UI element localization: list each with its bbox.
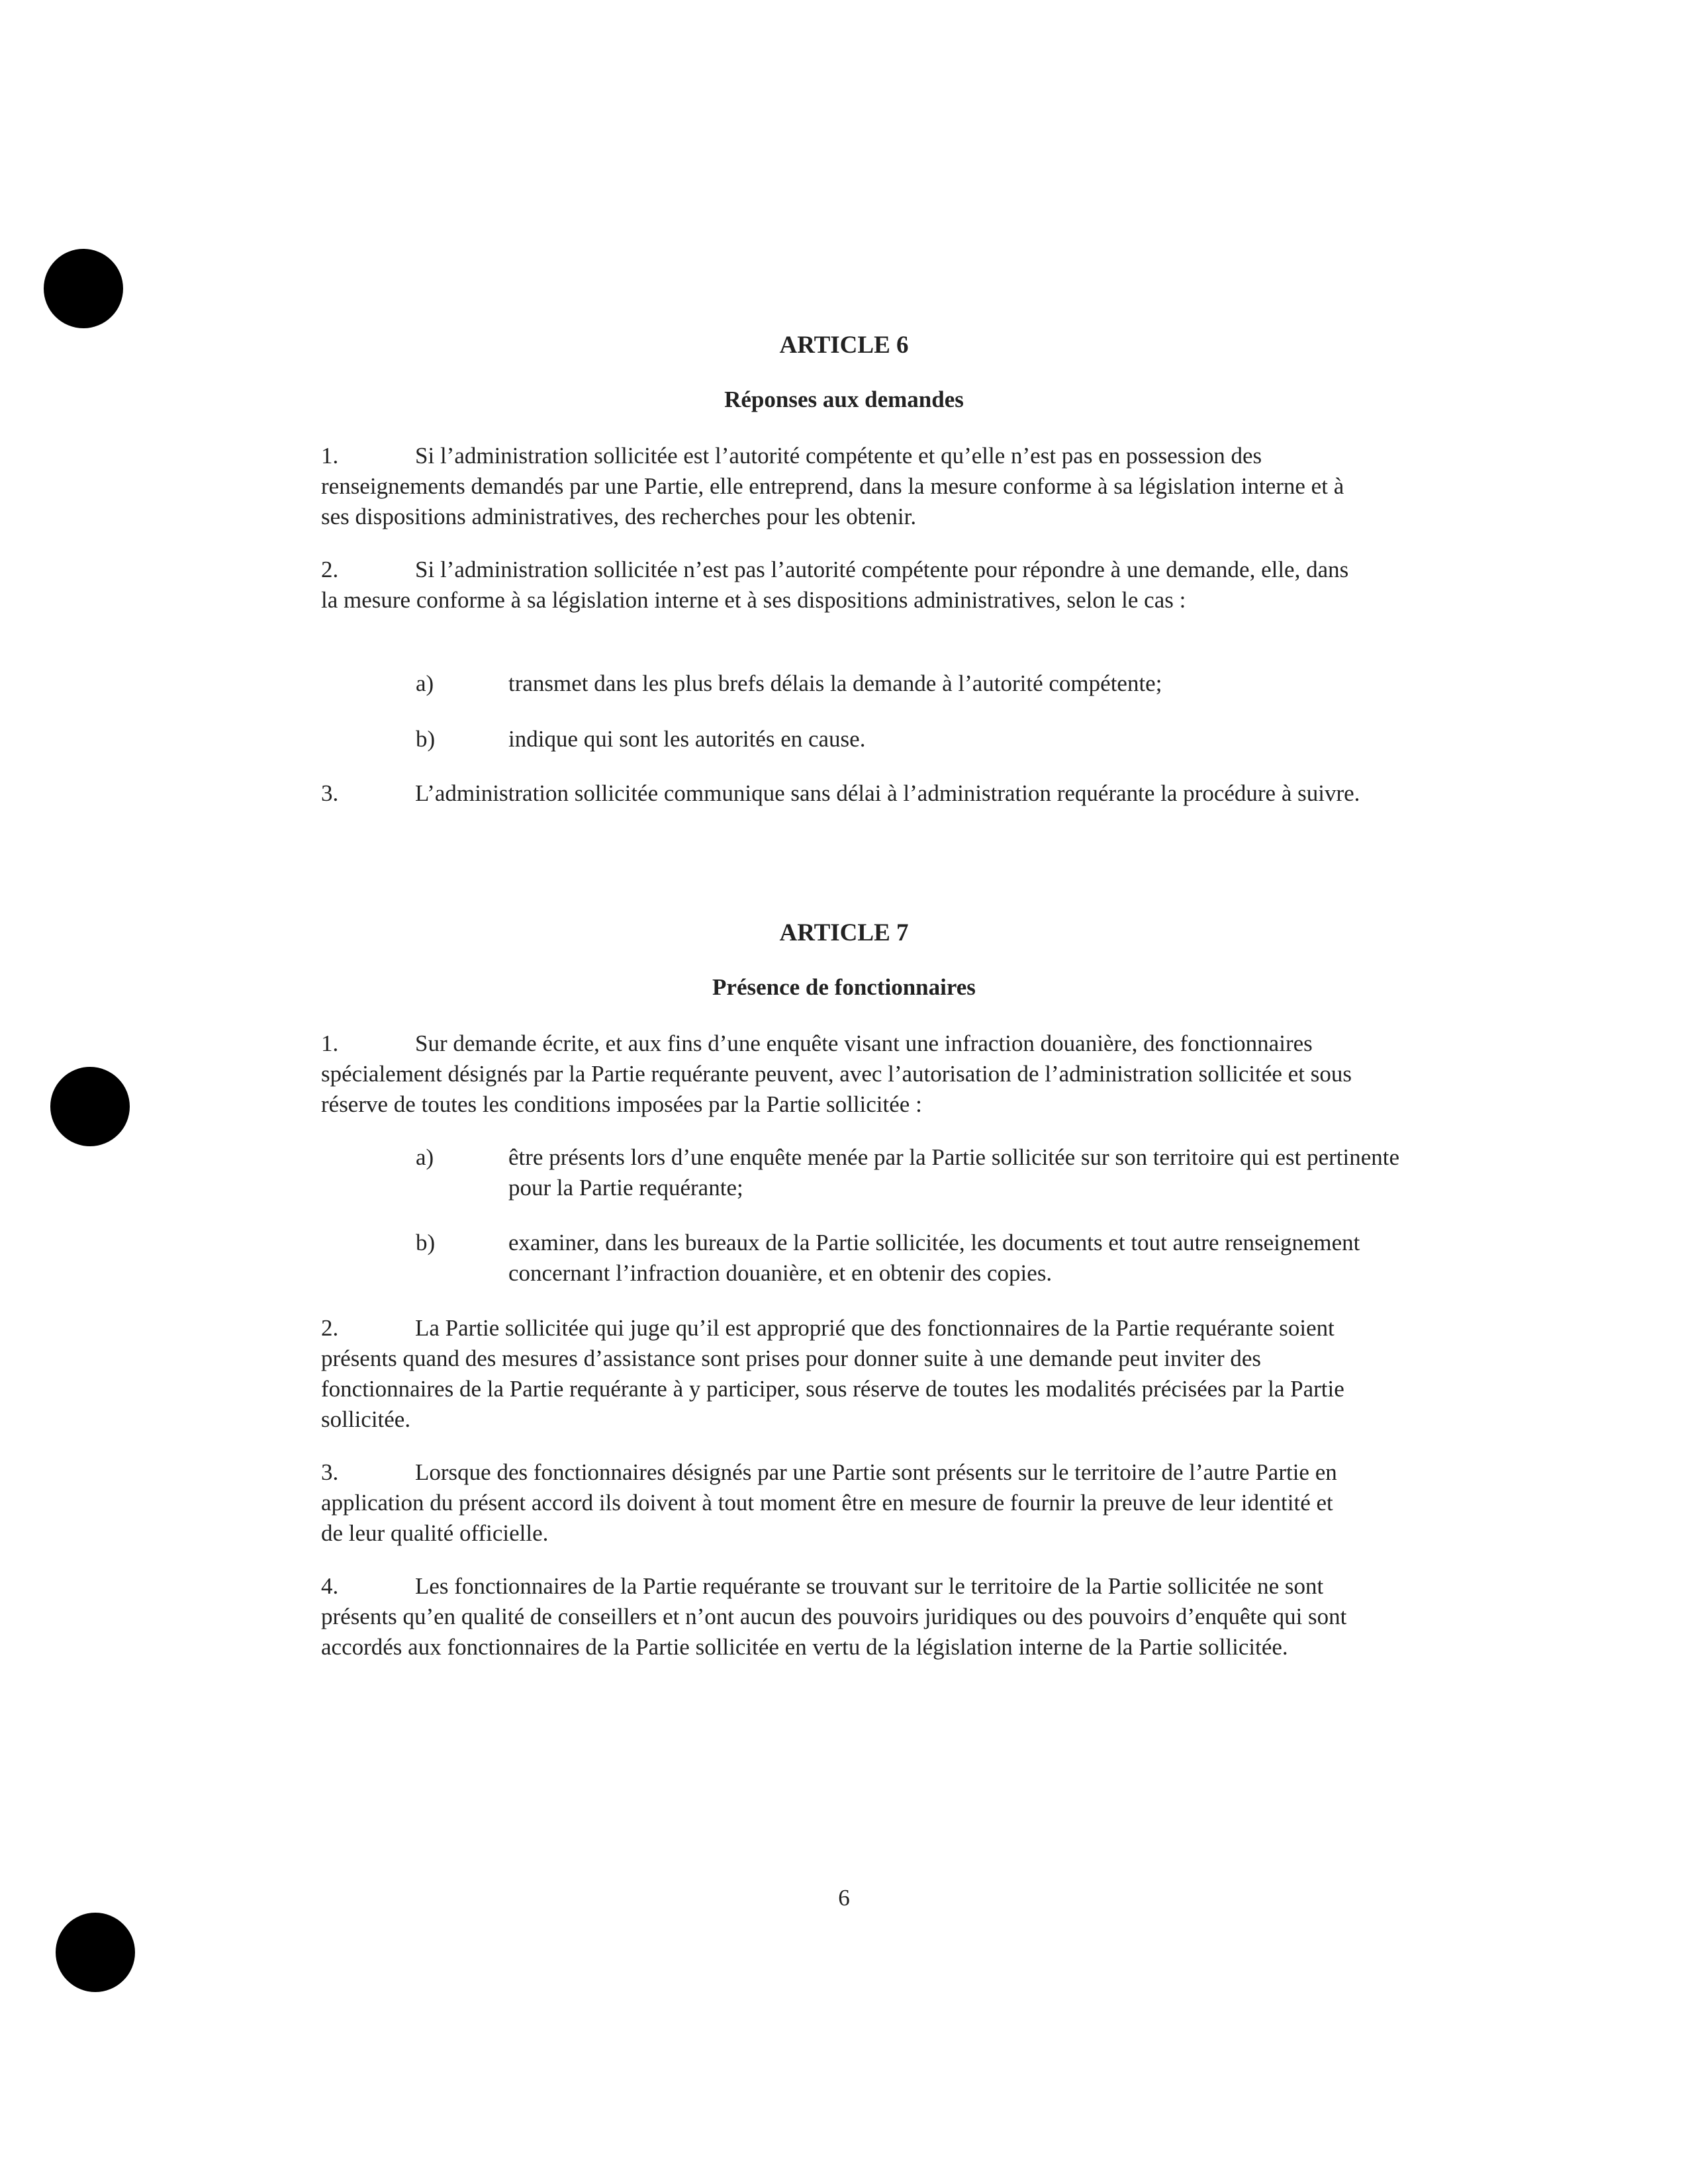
punch-hole-top xyxy=(44,249,123,328)
item-text: transmet dans les plus brefs délais la demande à l’autorité compétente; xyxy=(508,670,1162,696)
paragraph-text: La Partie sollicitée qui juge qu’il est approprié que des fonctionnaires de la Partie requérante soient présents quand des mesures d’assistance sont prises pour donner suite à une demande peut inviter des fonctionnaires de la Partie requérante à y participer, sous réserve de toutes les modalités précisées par la Partie sollicitée. xyxy=(321,1315,1344,1432)
article-6-title: ARTICLE 6 xyxy=(779,332,909,359)
article-7-title: ARTICLE 7 xyxy=(779,919,909,946)
item-text: indique qui sont les autorités en cause. xyxy=(508,726,866,752)
paragraph-text: Sur demande écrite, et aux fins d’une enquête visant une infraction douanière, des fonctionnaires spécialement désignés par la Partie requérante peuvent, avec l’autorisation de l’administration sollicitée et sous réserve de toutes les conditions imposées par la Partie sollicitée : xyxy=(321,1030,1352,1117)
paragraph-text: Si l’administration sollicitée n’est pas l’autorité compétente pour répondre à une demande, elle, dans la mesure conforme à sa législation interne et à ses dispositions administratives, selon le cas : xyxy=(321,557,1349,613)
article-7-paragraph-3 xyxy=(321,1457,1360,1549)
paragraph-text: Si l’administration sollicitée est l’autorité compétente et qu’elle n’est pas en possession des renseignements demandés par une Partie, elle entreprend, dans la mesure conforme à sa législation interne et à ses dispositions administratives, des recherches pour les obtenir. xyxy=(321,443,1344,529)
article-6-paragraph-2 xyxy=(321,555,1360,615)
article-7-paragraph-4 xyxy=(321,1571,1360,1662)
item-text: être présents lors d’une enquête menée par la Partie sollicitée sur son territoire qui est pertinente pour la Partie requérante; xyxy=(508,1144,1400,1201)
punch-hole-bottom xyxy=(56,1913,135,1992)
article-7-paragraph-2 xyxy=(321,1313,1360,1435)
article-7-subtitle: Présence de fonctionnaires xyxy=(712,974,976,1000)
paragraph-number: 1. xyxy=(321,443,339,469)
punch-hole-middle xyxy=(50,1067,130,1146)
article-6-paragraph-1 xyxy=(321,441,1360,532)
paragraph-number: 2. xyxy=(321,1315,339,1341)
page-number: 6 xyxy=(838,1885,850,1911)
paragraph-text: Les fonctionnaires de la Partie requérante se trouvant sur le territoire de la Partie sollicitée ne sont présents qu’en qualité de conseillers et n’ont aucun des pouvoirs juridiques ou des pouvoirs d’enquête qui sont accordés aux fonctionnaires de la Partie sollicitée en vertu de la législation interne de la Partie sollicitée. xyxy=(321,1573,1347,1660)
paragraph-text: Lorsque des fonctionnaires désignés par une Partie sont présents sur le territoire de l’autre Partie en application du présent accord ils doivent à tout moment être en mesure de fournir la preuve de leur identité et de leur qualité officielle. xyxy=(321,1459,1337,1546)
item-letter: a) xyxy=(416,1144,434,1170)
article-6-subtitle: Réponses aux demandes xyxy=(724,387,964,412)
paragraph-number: 4. xyxy=(321,1573,339,1599)
article-7-paragraph-1 xyxy=(321,1028,1360,1120)
item-letter: b) xyxy=(416,726,436,752)
item-text: examiner, dans les bureaux de la Partie sollicitée, les documents et tout autre renseignement concernant l’infraction douanière, et en obtenir des copies. xyxy=(508,1230,1360,1286)
paragraph-number: 3. xyxy=(321,780,339,806)
paragraph-number: 2. xyxy=(321,557,339,582)
item-letter: b) xyxy=(416,1230,436,1255)
paragraph-text: L’administration sollicitée communique sans délai à l’administration requérante la procédure à suivre. xyxy=(415,780,1360,806)
article-6-paragraph-3 xyxy=(321,778,1360,809)
paragraph-number: 1. xyxy=(321,1030,339,1056)
item-letter: a) xyxy=(416,670,434,696)
paragraph-number: 3. xyxy=(321,1459,339,1485)
